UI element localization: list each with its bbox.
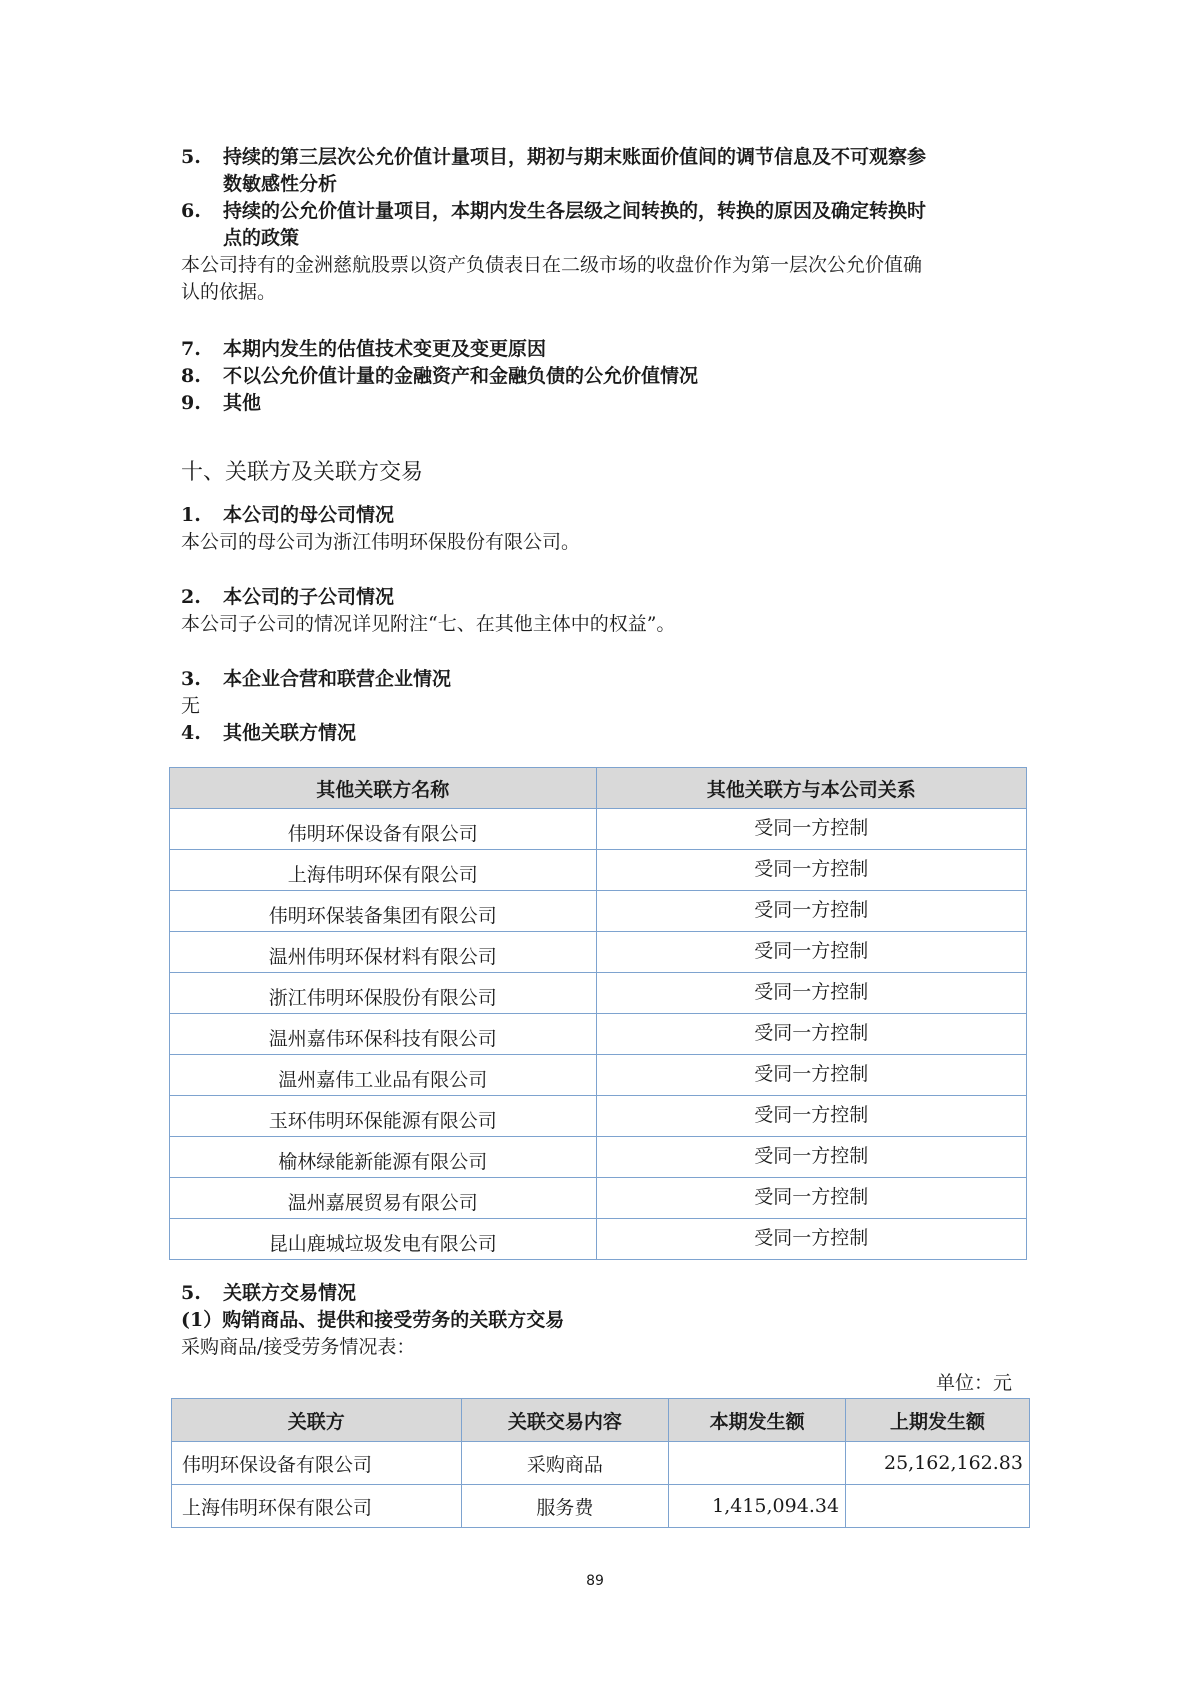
col-header-prior: 上期发生额 xyxy=(846,1399,1030,1442)
cell-relation: 受同一方控制 xyxy=(596,1219,1027,1260)
s2-title: 2. 本公司的子公司情况 xyxy=(181,586,395,608)
col-header-name: 其他关联方名称 xyxy=(170,768,597,809)
table-header-row xyxy=(170,768,1027,809)
cell-prior-amount: 25,162,162.83 xyxy=(846,1442,1030,1485)
cell-party-name: 榆林绿能新能源有限公司 xyxy=(170,1137,597,1178)
cell-party-name: 温州伟明环保材料有限公司 xyxy=(170,932,597,973)
table-row xyxy=(170,1178,1027,1219)
table-row xyxy=(170,1055,1027,1096)
cell-relation: 受同一方控制 xyxy=(596,891,1027,932)
col-header-current: 本期发生额 xyxy=(669,1399,846,1442)
cell-relation: 受同一方控制 xyxy=(596,932,1027,973)
col-header-relation: 其他关联方与本公司关系 xyxy=(596,768,1027,809)
table-row xyxy=(172,1485,1030,1528)
table-row xyxy=(170,1137,1027,1178)
cell-relation: 受同一方控制 xyxy=(596,850,1027,891)
cell-party-name: 上海伟明环保有限公司 xyxy=(170,850,597,891)
table-row xyxy=(170,891,1027,932)
table-row xyxy=(170,1014,1027,1055)
level1-paragraph-line1: 本公司持有的金洲慈航股票以资产负债表日在二级市场的收盘价作为第一层次公允价值确 xyxy=(181,254,923,276)
cell-relation: 受同一方控制 xyxy=(596,1178,1027,1219)
unit-label: 单位：元 xyxy=(936,1372,1013,1394)
cell-party-name: 伟明环保设备有限公司 xyxy=(170,809,597,850)
cell-relation: 受同一方控制 xyxy=(596,1096,1027,1137)
cell-party-name: 伟明环保装备集团有限公司 xyxy=(170,891,597,932)
cell-relation: 受同一方控制 xyxy=(596,1055,1027,1096)
s3-body: 无 xyxy=(181,695,201,717)
item-8: 8. 不以公允价值计量的金融资产和金融负债的公允价值情况 xyxy=(181,365,699,387)
cell-party-name: 温州嘉伟工业品有限公司 xyxy=(170,1055,597,1096)
level1-paragraph-line2: 认的依据。 xyxy=(181,281,277,303)
table-row xyxy=(172,1442,1030,1485)
s1-body: 本公司的母公司为浙江伟明环保股份有限公司。 xyxy=(181,531,581,553)
cell-current-amount xyxy=(669,1442,846,1485)
page-number: 89 xyxy=(586,1573,604,1589)
cell-party: 伟明环保设备有限公司 xyxy=(172,1442,462,1485)
cell-party-name: 温州嘉伟环保科技有限公司 xyxy=(170,1014,597,1055)
item-7: 7. 本期内发生的估值技术变更及变更原因 xyxy=(181,338,547,360)
table-row xyxy=(170,973,1027,1014)
col-header-content: 关联交易内容 xyxy=(461,1399,669,1442)
cell-content: 采购商品 xyxy=(461,1442,669,1485)
item-5-line1: 5. 持续的第三层次公允价值计量项目，期初与期末账面价值间的调节信息及不可观察参 xyxy=(181,146,927,168)
cell-party-name: 浙江伟明环保股份有限公司 xyxy=(170,973,597,1014)
table-caption: 采购商品/接受劳务情况表： xyxy=(181,1336,416,1358)
s2-body: 本公司子公司的情况详见附注“七、在其他主体中的权益”。 xyxy=(181,613,676,635)
section-title: 十、关联方及关联方交易 xyxy=(181,460,424,485)
transactions-table xyxy=(171,1398,1030,1528)
cell-party-name: 昆山鹿城垃圾发电有限公司 xyxy=(170,1219,597,1260)
cell-relation: 受同一方控制 xyxy=(596,973,1027,1014)
table-row xyxy=(170,1096,1027,1137)
cell-party: 上海伟明环保有限公司 xyxy=(172,1485,462,1528)
cell-current-amount: 1,415,094.34 xyxy=(669,1485,846,1528)
s3-title: 3. 本企业合营和联营企业情况 xyxy=(181,668,452,690)
s4-title: 4. 其他关联方情况 xyxy=(181,722,357,744)
s5-title: 5. 关联方交易情况 xyxy=(181,1282,357,1304)
table-row xyxy=(170,932,1027,973)
item-9: 9. 其他 xyxy=(181,392,262,414)
item-6-line1: 6. 持续的公允价值计量项目，本期内发生各层级之间转换的，转换的原因及确定转换时 xyxy=(181,200,927,222)
s1-title: 1. 本公司的母公司情况 xyxy=(181,504,395,526)
table-row xyxy=(170,809,1027,850)
cell-relation: 受同一方控制 xyxy=(596,809,1027,850)
cell-party-name: 玉环伟明环保能源有限公司 xyxy=(170,1096,597,1137)
related-parties-table xyxy=(169,767,1027,1260)
subsection-1-title: (1）购销商品、提供和接受劳务的关联方交易 xyxy=(181,1309,565,1331)
table-row xyxy=(170,1219,1027,1260)
cell-party-name: 温州嘉展贸易有限公司 xyxy=(170,1178,597,1219)
cell-relation: 受同一方控制 xyxy=(596,1137,1027,1178)
cell-prior-amount xyxy=(846,1485,1030,1528)
table-header-row xyxy=(172,1399,1030,1442)
table-row xyxy=(170,850,1027,891)
cell-relation: 受同一方控制 xyxy=(596,1014,1027,1055)
item-6-line2: 点的政策 xyxy=(223,227,300,249)
item-5-line2: 数敏感性分析 xyxy=(223,173,338,195)
col-header-party: 关联方 xyxy=(172,1399,462,1442)
cell-content: 服务费 xyxy=(461,1485,669,1528)
